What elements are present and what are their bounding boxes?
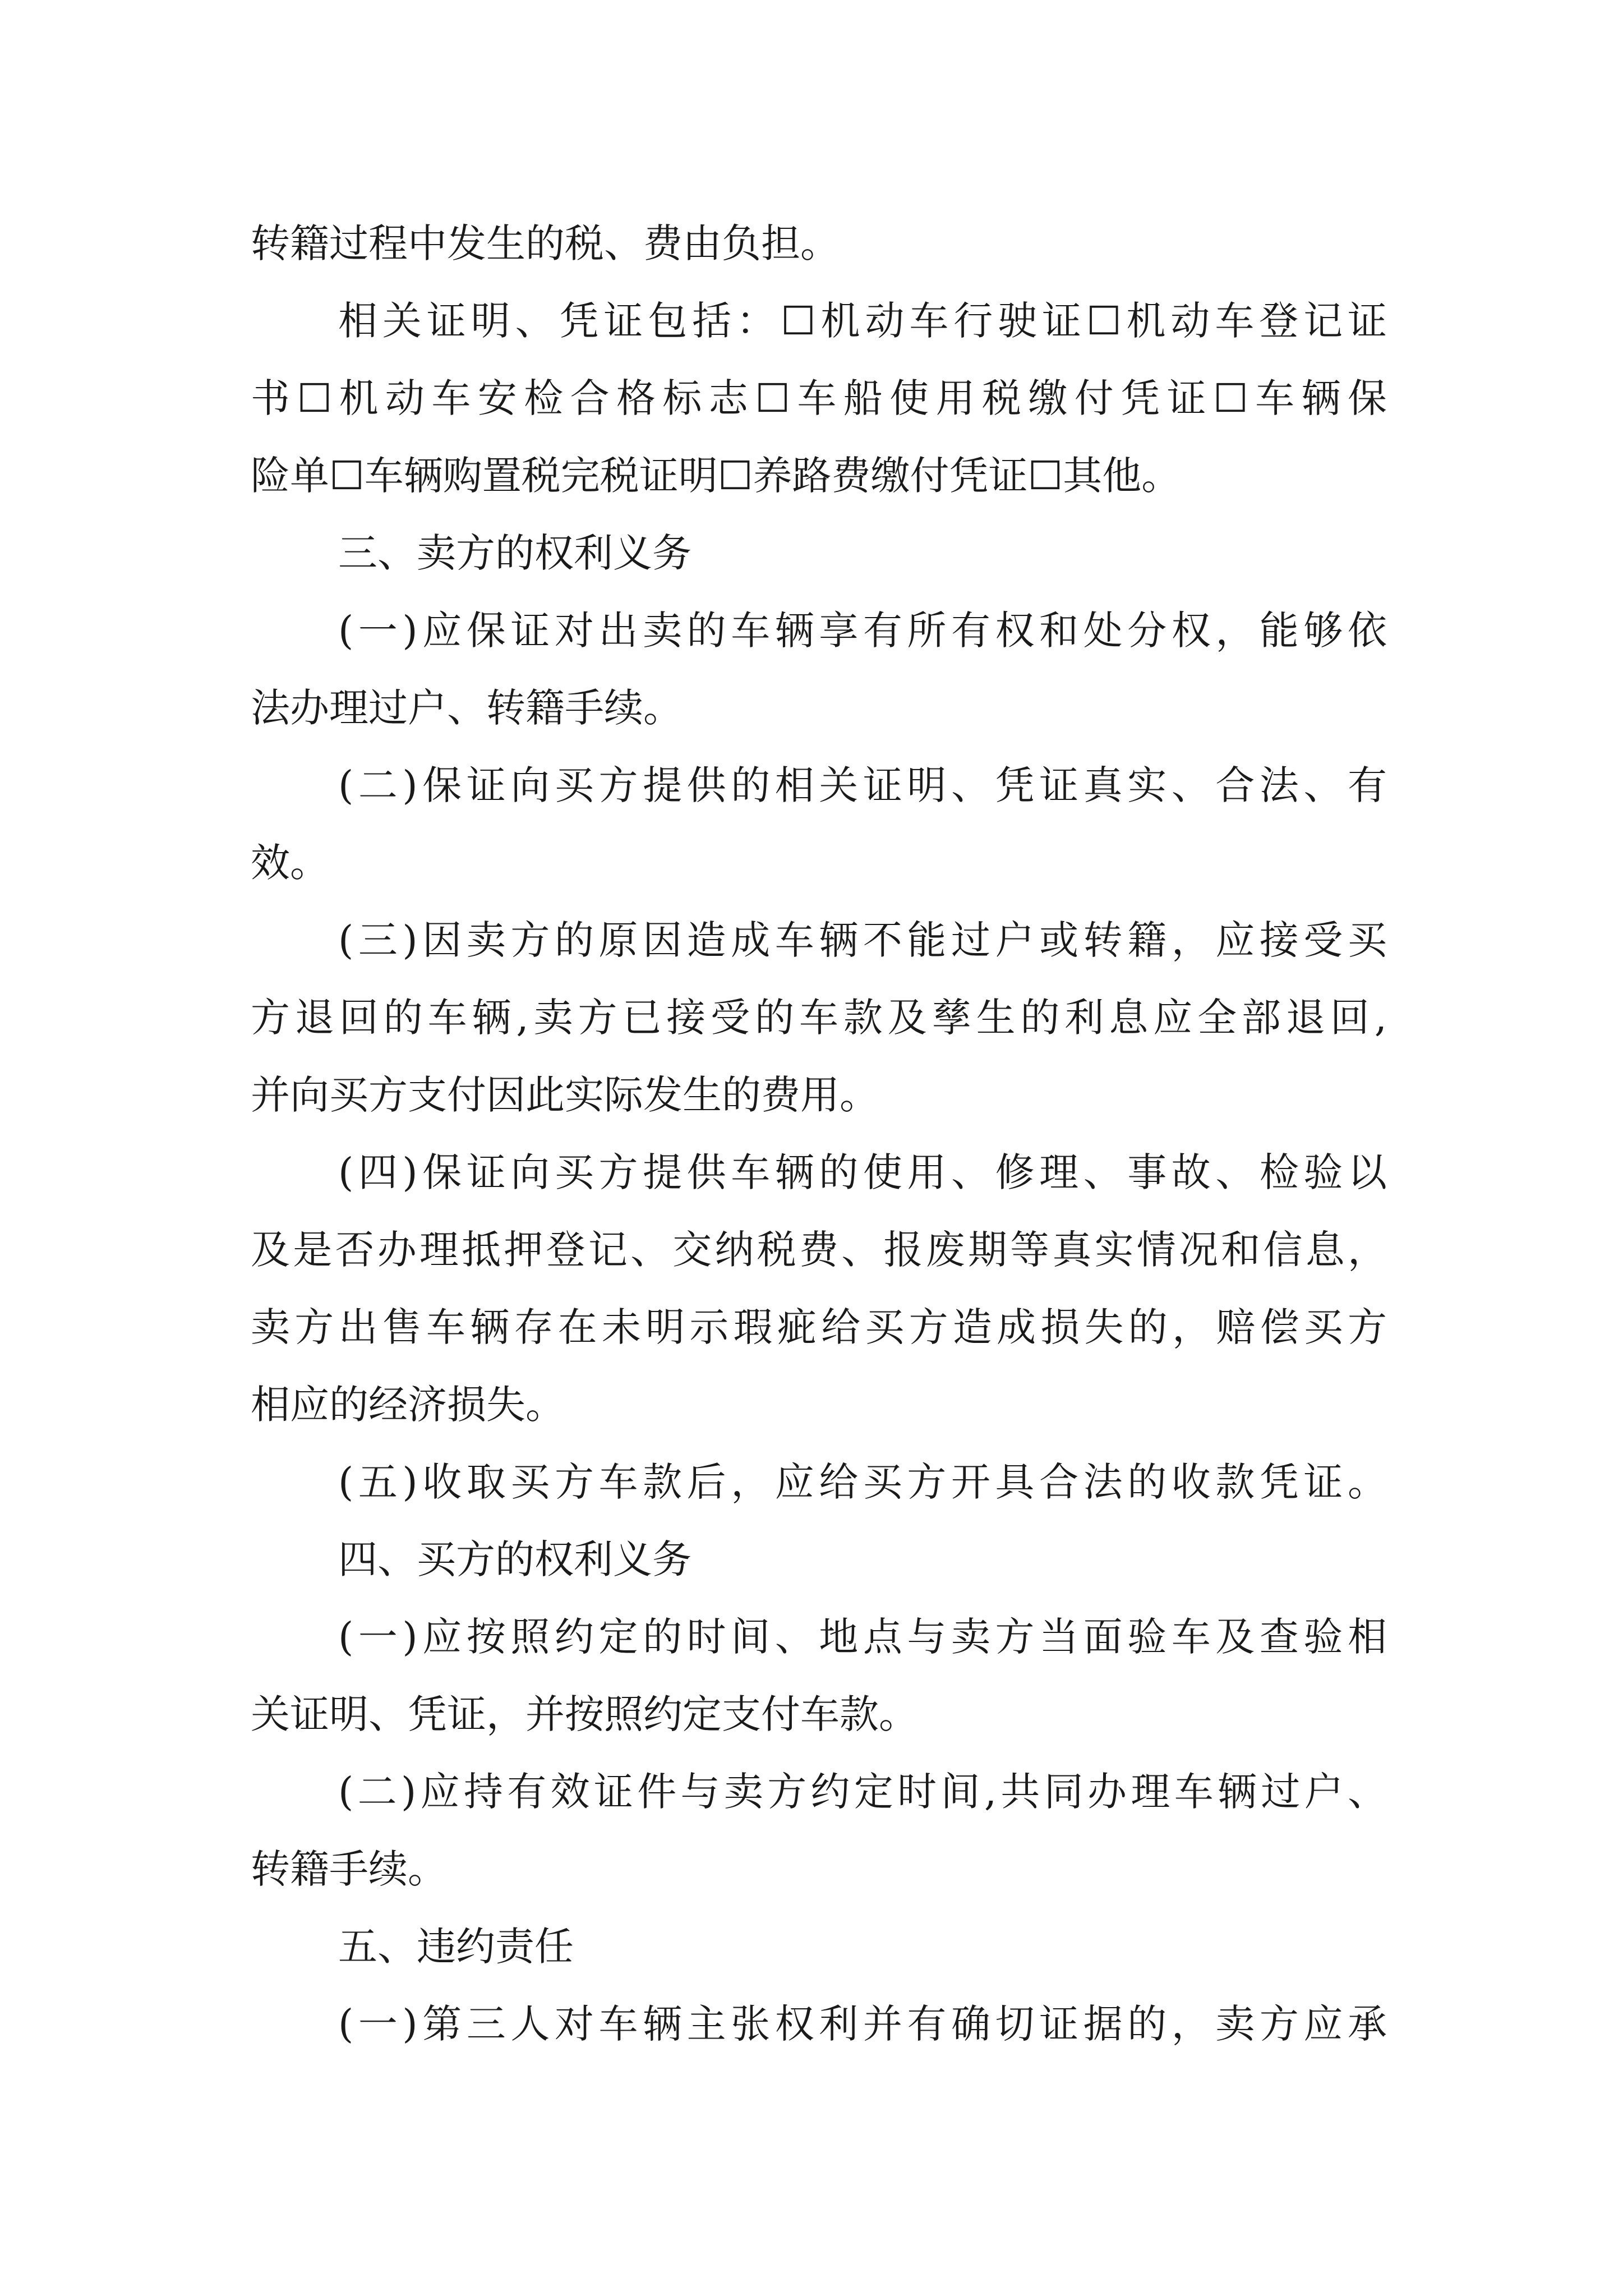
section-heading-breach <box>251 1908 1387 1985</box>
paragraph-seller-5 <box>251 1443 1387 1521</box>
heading-text: 四、买方的权利义务 <box>338 1536 691 1582</box>
text-line: 并向买方支付因此实际发生的费用。 <box>251 1072 879 1118</box>
text-line: (一)第三人对车辆主张权利并有确切证据的，卖方应承 <box>338 2001 1387 2047</box>
text-line: (二)应持有效证件与卖方约定时间,共同办理车辆过户、 <box>338 1769 1387 1815</box>
heading-text: 三、卖方的权利义务 <box>338 530 691 576</box>
text-line: 相关证明、凭证包括：☐机动车行驶证☐机动车登记证 <box>338 298 1387 344</box>
text-line: 关证明、凭证，并按照约定支付车款。 <box>251 1691 918 1737</box>
text-line: 相应的经济损失。 <box>251 1382 565 1428</box>
text-line: (一)应按照约定的时间、地点与卖方当面验车及查验相 <box>338 1614 1387 1660</box>
text-line: (五)收取买方车款后，应给买方开具合法的收款凭证。 <box>338 1459 1387 1505</box>
heading-text: 五、违约责任 <box>338 1924 574 1970</box>
paragraph-related-documents <box>251 282 1387 514</box>
document-body <box>251 205 1387 2063</box>
text-line: (二)保证向买方提供的相关证明、凭证真实、合法、有 <box>338 762 1387 808</box>
paragraph-seller-2 <box>251 747 1387 901</box>
text-line: 卖方出售车辆存在未明示瑕疵给买方造成损失的，赔偿买方 <box>251 1304 1387 1350</box>
text-line: (一)应保证对出卖的车辆享有所有权和处分权，能够依 <box>338 608 1387 654</box>
text-line: 险单☐车辆购置税完税证明☐养路费缴付凭证☐其他。 <box>251 453 1181 499</box>
paragraph-breach-1 <box>251 1985 1387 2063</box>
paragraph-seller-4 <box>251 1134 1387 1443</box>
text-line: 书☐机动车安检合格标志☐车船使用税缴付凭证☐车辆保 <box>251 375 1387 421</box>
paragraph-transfer-fees <box>251 205 1387 282</box>
paragraph-seller-3 <box>251 901 1387 1134</box>
text-line: 方退回的车辆,卖方已接受的车款及孳生的利息应全部退回, <box>251 995 1387 1041</box>
paragraph-seller-1 <box>251 592 1387 747</box>
section-heading-buyer <box>251 1521 1387 1598</box>
text-line: 转籍手续。 <box>251 1846 447 1892</box>
text-line: 法办理过户、转籍手续。 <box>251 685 683 731</box>
paragraph-buyer-2 <box>251 1753 1387 1908</box>
section-heading-seller <box>251 514 1387 592</box>
text-line: (四)保证向买方提供车辆的使用、修理、事故、检验以 <box>338 1149 1387 1195</box>
text-line: (三)因卖方的原因造成车辆不能过户或转籍，应接受买 <box>338 917 1387 963</box>
paragraph-buyer-1 <box>251 1598 1387 1753</box>
text-line: 转籍过程中发生的税、费由负担。 <box>251 220 840 266</box>
text-line: 及是否办理抵押登记、交纳税费、报废期等真实情况和信息， <box>251 1227 1387 1273</box>
text-line: 效。 <box>251 840 329 886</box>
